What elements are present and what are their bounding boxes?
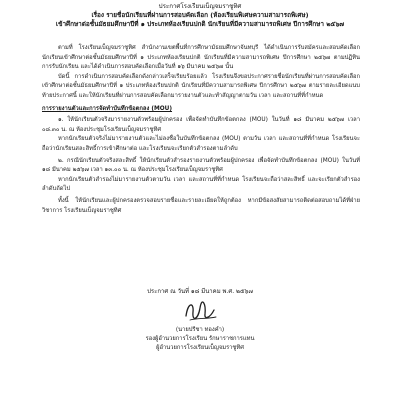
- paragraph-2: บัดนี้ การดำเนินการสอบคัดเลือกดังกล่าวเสร็จเรียบร้อยแล้ว โรงเรียนจึงขอประกาศรายชื่อนักเรียนที่ผ่านการสอบคัดเลือกเข้าศึกษาต่อชั้นมัธยมศึกษาปีที่ ๑ ประเภทห้องเรียนปกติ นักเรียนที่มีความสามารถพิเศษ ปีการศึกษา ๒๕๖๗ ตามรายละเอียดแนบท้ายประกาศนี้ และให้นักเรียนที่ผ่านการสอบคัดเลือกมารายงานตัวและทำสัญญาตามวัน เวลา และสถานที่ที่กำหนด: [42, 73, 360, 99]
- header-line-1: ประกาศโรงเรียนเบ็ญจมราชูทิศ: [158, 3, 242, 10]
- signer-position-2: ผู้อำนวยการโรงเรียนเบ็ญจมราชูทิศ: [156, 345, 244, 352]
- signature-icon: [180, 298, 220, 324]
- paragraph-3: ทั้งนี้ ให้นักเรียนและผู้ปกครองตรวจสอบรายชื่อและรายละเอียดให้ถูกต้อง หากมีข้อสงสัยสามารถติดต่อสอบถามได้ที่ฝ่ายวิชาการ โรงเรียนเบ็ญจมราชูทิศ: [42, 197, 360, 214]
- item-2: ๒. กรณีนักเรียนตัวจริงสละสิทธิ์ ให้นักเรียนตัวสำรองรายงานตัวพร้อมผู้ปกครอง เพื่อจัดทำบันทึกข้อตกลง (MOU) ในวันที่ ๑๘ มีนาคม ๒๕๖๗ เวลา ๑๓.๐๐ น. ณ ห้องประชุมโรงเรียนเบ็ญจมราชูทิศ: [42, 157, 360, 174]
- item-1-note: หากนักเรียนตัวจริงไม่มารายงานตัวและไม่ลงชื่อในบันทึกข้อตกลง (MOU) ตามวัน เวลา และสถานที่ที่กำหนด โรงเรียนจะถือว่านักเรียนสละสิทธิ์การเข้าศึกษาต่อ และโรงเรียนจะเรียกตัวสำรองตามลำดับ: [42, 136, 360, 152]
- header-line-2: เรื่อง รายชื่อนักเรียนที่ผ่านการสอบคัดเลือก (ห้องเรียนพิเศษความสามารถพิเศษ): [91, 11, 309, 19]
- paragraph-1: ตามที่ โรงเรียนเบ็ญจมราชูทิศ สำนักงานเขตพื้นที่การศึกษามัธยมศึกษาจันทบุรี ได้ดำเนินการรับสมัครและสอบคัดเลือกนักเรียนเข้าศึกษาต่อชั้นมัธยมศึกษาปีที่ ๑ ประเภทห้องเรียนปกติ นักเรียนที่มีความสามารถพิเศษ ปีการศึกษา ๒๕๖๗ ตามปฏิทินการรับนักเรียน และได้ดำเนินการสอบคัดเลือกเมื่อวันที่ ๑๖ มีนาคม ๒๕๖๗ นั้น: [42, 45, 360, 71]
- announcement-date: ประกาศ ณ วันที่ ๑๘ มีนาคม พ.ศ. ๒๕๖๗: [147, 288, 253, 295]
- item-2-note: หากนักเรียนตัวสำรองไม่มารายงานตัวตามวัน เวลา และสถานที่ที่กำหนด โรงเรียนจะถือว่าสละสิทธิ์ และจะเรียกตัวสำรองลำดับถัดไป: [42, 176, 360, 193]
- signer-position-1: รองผู้อำนวยการโรงเรียน รักษาราชการแทน: [145, 336, 255, 343]
- signer-name: (นายปรีชา ทองคำ): [175, 327, 225, 333]
- header-line-3: เข้าศึกษาต่อชั้นมัธยมศึกษาปีที่ ๑ ประเภทห้องเรียนปกติ นักเรียนที่มีความสามารถพิเศษ ปีการศึกษา ๒๕๖๗: [55, 20, 345, 28]
- announcement-body: [42, 44, 360, 216]
- section-title: การรายงานตัวและการจัดทำบันทึกข้อตกลง (MOU): [42, 105, 173, 112]
- item-1: ๑. ให้นักเรียนตัวจริงมารายงานตัวพร้อมผู้ปกครอง เพื่อจัดทำบันทึกข้อตกลง (MOU) ในวันที่ ๑๘ มีนาคม ๒๕๖๗ เวลา ๐๘.๓๐ น. ณ ห้องประชุมโรงเรียนเบ็ญจมราชูทิศ: [42, 117, 360, 133]
- signature-block: [0, 326, 400, 354]
- announcement-header: [0, 2, 400, 29]
